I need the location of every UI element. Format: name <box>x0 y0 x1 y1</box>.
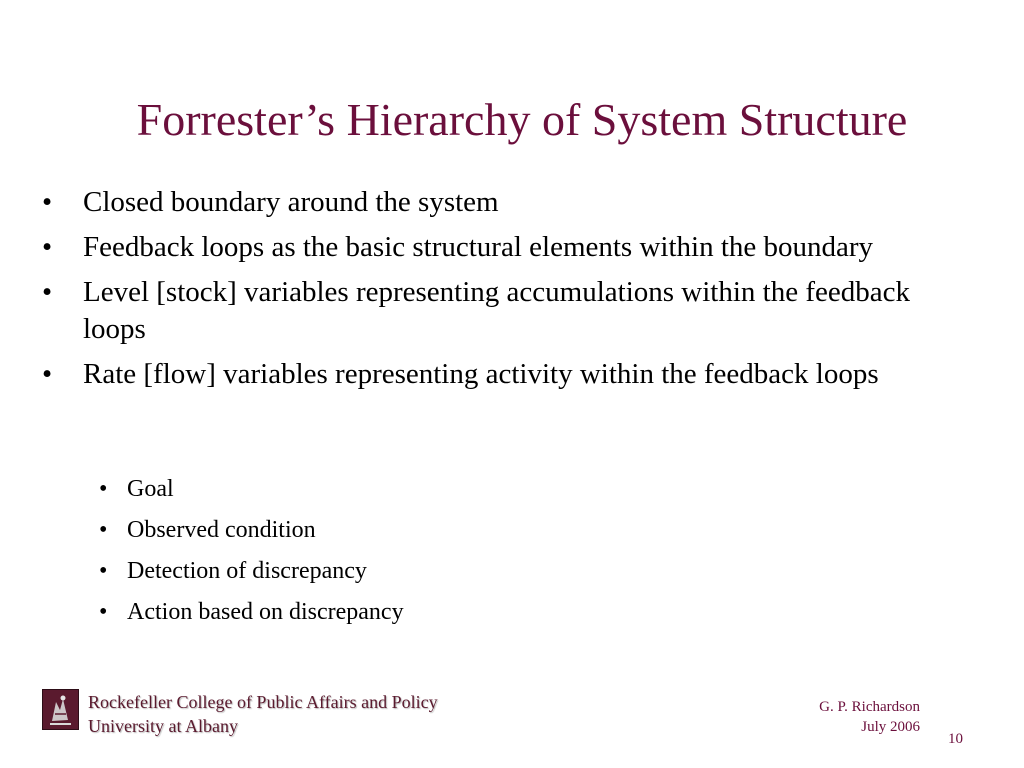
bullet-item: • Level [stock] variables representing accumulations within the feedback loops <box>40 274 960 348</box>
logo-graphic <box>43 690 78 729</box>
sub-bullet-item: • Detection of discrepancy <box>99 556 404 586</box>
footer-org-line2: University at Albany <box>88 716 238 736</box>
footer-author: G. P. Richardson <box>819 699 920 715</box>
footer-organization <box>88 690 438 738</box>
rockefeller-logo-icon <box>42 689 79 730</box>
bullet-item: • Rate [flow] variables representing activity within the feedback loops <box>40 356 960 393</box>
bullet-item: • Feedback loops as the basic structural elements within the boundary <box>40 229 960 266</box>
page-number: 10 <box>948 731 963 747</box>
bullet-item: • Closed boundary around the system <box>40 184 960 221</box>
footer-org-line1: Rockefeller College of Public Affairs and Policy <box>88 692 438 712</box>
sub-bullet-item: • Goal <box>99 474 404 504</box>
sub-bullet-item: • Action based on discrepancy <box>99 597 404 627</box>
footer-author-block <box>819 697 920 737</box>
sub-bullet-item: • Observed condition <box>99 515 404 545</box>
bullet-list <box>40 184 960 401</box>
sub-bullet-list <box>99 474 404 638</box>
footer-date: July 2006 <box>861 719 920 735</box>
slide-title: Forrester’s Hierarchy of System Structure <box>136 94 908 145</box>
